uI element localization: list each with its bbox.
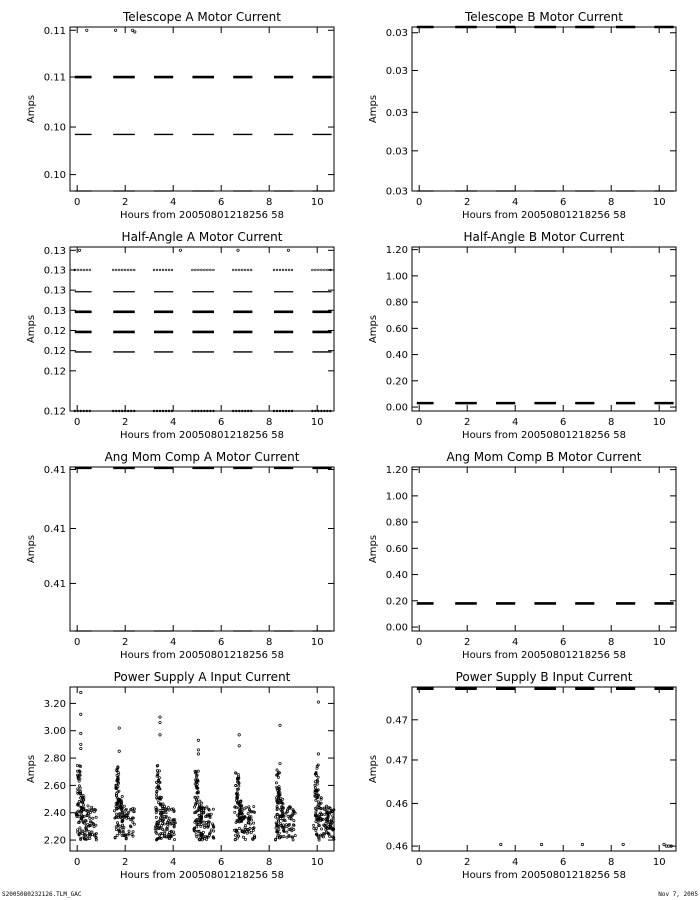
plot-frame xyxy=(70,27,334,191)
chart-title: Power Supply B Input Current xyxy=(455,670,633,684)
x-tick-label: 0 xyxy=(74,417,81,428)
y-tick-label: 0.46 xyxy=(385,798,408,810)
plot-frame xyxy=(412,687,676,851)
y-tick-label: 0.10 xyxy=(43,122,66,134)
x-tick-label: 2 xyxy=(122,417,129,428)
y-tick-label: 0.11 xyxy=(43,72,66,84)
y-tick-label: 0.12 xyxy=(43,346,66,358)
y-tick-label: 0.20 xyxy=(385,596,408,608)
y-tick-label: 3.20 xyxy=(43,698,66,710)
y-tick-label: 0.41 xyxy=(43,578,66,590)
y-tick-label: 2.40 xyxy=(43,808,66,820)
y-tick-label: 1.00 xyxy=(385,491,408,503)
x-axis-label: Hours from 20050801218256 58 xyxy=(120,650,284,661)
chart-panel-1 xyxy=(26,10,334,221)
y-tick-label: 0.40 xyxy=(385,570,408,582)
x-tick-label: 8 xyxy=(266,857,273,868)
x-tick-label: 2 xyxy=(464,417,471,428)
y-tick-label: 0.40 xyxy=(385,350,408,362)
x-tick-label: 4 xyxy=(512,197,519,208)
x-tick-label: 6 xyxy=(218,637,225,648)
y-tick-label: 0.60 xyxy=(385,543,408,555)
x-tick-label: 6 xyxy=(560,857,567,868)
y-tick-label: 1.00 xyxy=(385,271,408,283)
x-tick-label: 2 xyxy=(464,637,471,648)
x-tick-label: 6 xyxy=(560,197,567,208)
x-tick-label: 10 xyxy=(652,417,666,428)
y-axis-label: Amps xyxy=(26,314,37,344)
x-tick-label: 6 xyxy=(218,417,225,428)
y-tick-label: 0.47 xyxy=(385,755,408,767)
y-tick-label: 0.41 xyxy=(43,524,66,535)
x-tick-label: 0 xyxy=(74,637,81,648)
chart-panel-6 xyxy=(368,450,676,661)
x-tick-label: 4 xyxy=(512,417,519,428)
x-tick-label: 2 xyxy=(464,857,471,868)
footer-left-label: S2005080232126.TLM_GAC xyxy=(2,891,82,898)
x-tick-label: 0 xyxy=(74,197,81,208)
x-tick-label: 0 xyxy=(416,417,423,428)
x-tick-label: 8 xyxy=(608,417,615,428)
x-tick-label: 10 xyxy=(310,637,324,648)
x-tick-label: 8 xyxy=(608,637,615,648)
x-tick-label: 8 xyxy=(266,197,273,208)
x-tick-label: 8 xyxy=(608,197,615,208)
y-tick-label: 0.46 xyxy=(385,841,408,853)
y-tick-label: 0.13 xyxy=(43,305,66,317)
plot-frame xyxy=(70,247,334,411)
y-tick-label: 0.60 xyxy=(385,323,408,335)
x-tick-label: 6 xyxy=(560,637,567,648)
y-tick-label: 0.03 xyxy=(385,107,408,119)
x-tick-label: 4 xyxy=(170,197,177,208)
chart-title: Telescope B Motor Current xyxy=(464,10,624,24)
y-tick-label: 3.00 xyxy=(43,726,66,738)
chart-title: Power Supply A Input Current xyxy=(113,670,291,684)
x-axis-label: Hours from 20050801218256 58 xyxy=(462,870,626,881)
x-axis-label: Hours from 20050801218256 58 xyxy=(120,430,284,441)
y-axis-label: Amps xyxy=(368,94,379,124)
x-tick-label: 10 xyxy=(310,857,324,868)
chart-panel-2 xyxy=(368,10,676,221)
y-tick-label: 0.80 xyxy=(385,297,408,309)
x-tick-label: 2 xyxy=(122,637,129,648)
y-tick-label: 0.03 xyxy=(385,186,408,198)
y-tick-label: 0.20 xyxy=(385,376,408,388)
y-tick-label: 0.12 xyxy=(43,325,66,337)
y-tick-label: 0.80 xyxy=(385,517,408,529)
plot-frame xyxy=(70,467,334,631)
y-axis-label: Amps xyxy=(368,314,379,344)
x-axis-label: Hours from 20050801218256 58 xyxy=(120,870,284,881)
y-tick-label: 0.13 xyxy=(43,285,66,297)
x-tick-label: 6 xyxy=(560,417,567,428)
x-tick-label: 0 xyxy=(74,857,81,868)
y-tick-label: 0.12 xyxy=(43,366,66,378)
y-tick-label: 0.47 xyxy=(385,715,408,727)
chart-panel-4 xyxy=(368,230,676,441)
x-tick-label: 2 xyxy=(122,197,129,208)
y-tick-label: 0.03 xyxy=(385,146,408,158)
y-axis-label: Amps xyxy=(368,534,379,564)
chart-title: Half-Angle B Motor Current xyxy=(463,230,625,244)
x-tick-label: 0 xyxy=(416,857,423,868)
plot-frame xyxy=(412,467,676,631)
x-tick-label: 8 xyxy=(608,857,615,868)
x-tick-label: 10 xyxy=(652,637,666,648)
plot-frame xyxy=(412,27,676,191)
footer-right-label: Nov 7, 2005 xyxy=(658,891,698,898)
x-tick-label: 8 xyxy=(266,637,273,648)
x-axis-label: Hours from 20050801218256 58 xyxy=(462,430,626,441)
chart-panel-8 xyxy=(368,670,676,881)
x-tick-label: 8 xyxy=(266,417,273,428)
x-tick-label: 10 xyxy=(310,417,324,428)
y-tick-label: 2.60 xyxy=(43,780,66,792)
plot-frame xyxy=(412,247,676,411)
chart-panel-7 xyxy=(26,670,335,881)
y-tick-label: 0.12 xyxy=(43,406,66,418)
x-tick-label: 10 xyxy=(652,197,666,208)
y-axis-label: Amps xyxy=(26,534,37,564)
y-axis-label: Amps xyxy=(368,754,379,784)
x-tick-label: 6 xyxy=(218,857,225,868)
x-axis-label: Hours from 20050801218256 58 xyxy=(120,210,284,221)
y-tick-label: 0.41 xyxy=(43,464,66,476)
x-tick-label: 2 xyxy=(464,197,471,208)
y-tick-label: 0.11 xyxy=(43,25,66,37)
chart-title: Telescope A Motor Current xyxy=(123,10,281,24)
y-tick-label: 1.20 xyxy=(385,245,408,257)
chart-title: Ang Mom Comp A Motor Current xyxy=(104,450,300,464)
chart-panel-5 xyxy=(26,450,334,661)
x-tick-label: 6 xyxy=(218,197,225,208)
x-tick-label: 0 xyxy=(416,197,423,208)
y-tick-label: 1.20 xyxy=(385,465,408,477)
x-axis-label: Hours from 20050801218256 58 xyxy=(462,650,626,661)
y-tick-label: 0.03 xyxy=(385,28,408,40)
x-tick-label: 4 xyxy=(512,857,519,868)
x-tick-label: 0 xyxy=(416,637,423,648)
y-axis-label: Amps xyxy=(26,94,37,124)
x-tick-label: 4 xyxy=(170,417,177,428)
chart-title: Half-Angle A Motor Current xyxy=(121,230,283,244)
y-tick-label: 0.00 xyxy=(385,402,408,414)
x-tick-label: 4 xyxy=(512,637,519,648)
x-tick-label: 10 xyxy=(310,197,324,208)
x-axis-label: Hours from 20050801218256 58 xyxy=(462,210,626,221)
y-tick-label: 2.20 xyxy=(43,835,66,847)
y-axis-label: Amps xyxy=(26,754,37,784)
chart-title: Ang Mom Comp B Motor Current xyxy=(446,450,642,464)
y-tick-label: 0.13 xyxy=(43,265,66,277)
x-tick-label: 4 xyxy=(170,637,177,648)
x-tick-label: 10 xyxy=(652,857,666,868)
y-tick-label: 0.00 xyxy=(385,622,408,634)
y-tick-label: 0.10 xyxy=(43,170,66,182)
y-tick-label: 0.13 xyxy=(43,245,66,257)
x-tick-label: 4 xyxy=(170,857,177,868)
chart-panel-3 xyxy=(26,230,334,441)
x-tick-label: 2 xyxy=(122,857,129,868)
y-tick-label: 0.03 xyxy=(385,65,408,77)
y-tick-label: 2.80 xyxy=(43,753,66,765)
